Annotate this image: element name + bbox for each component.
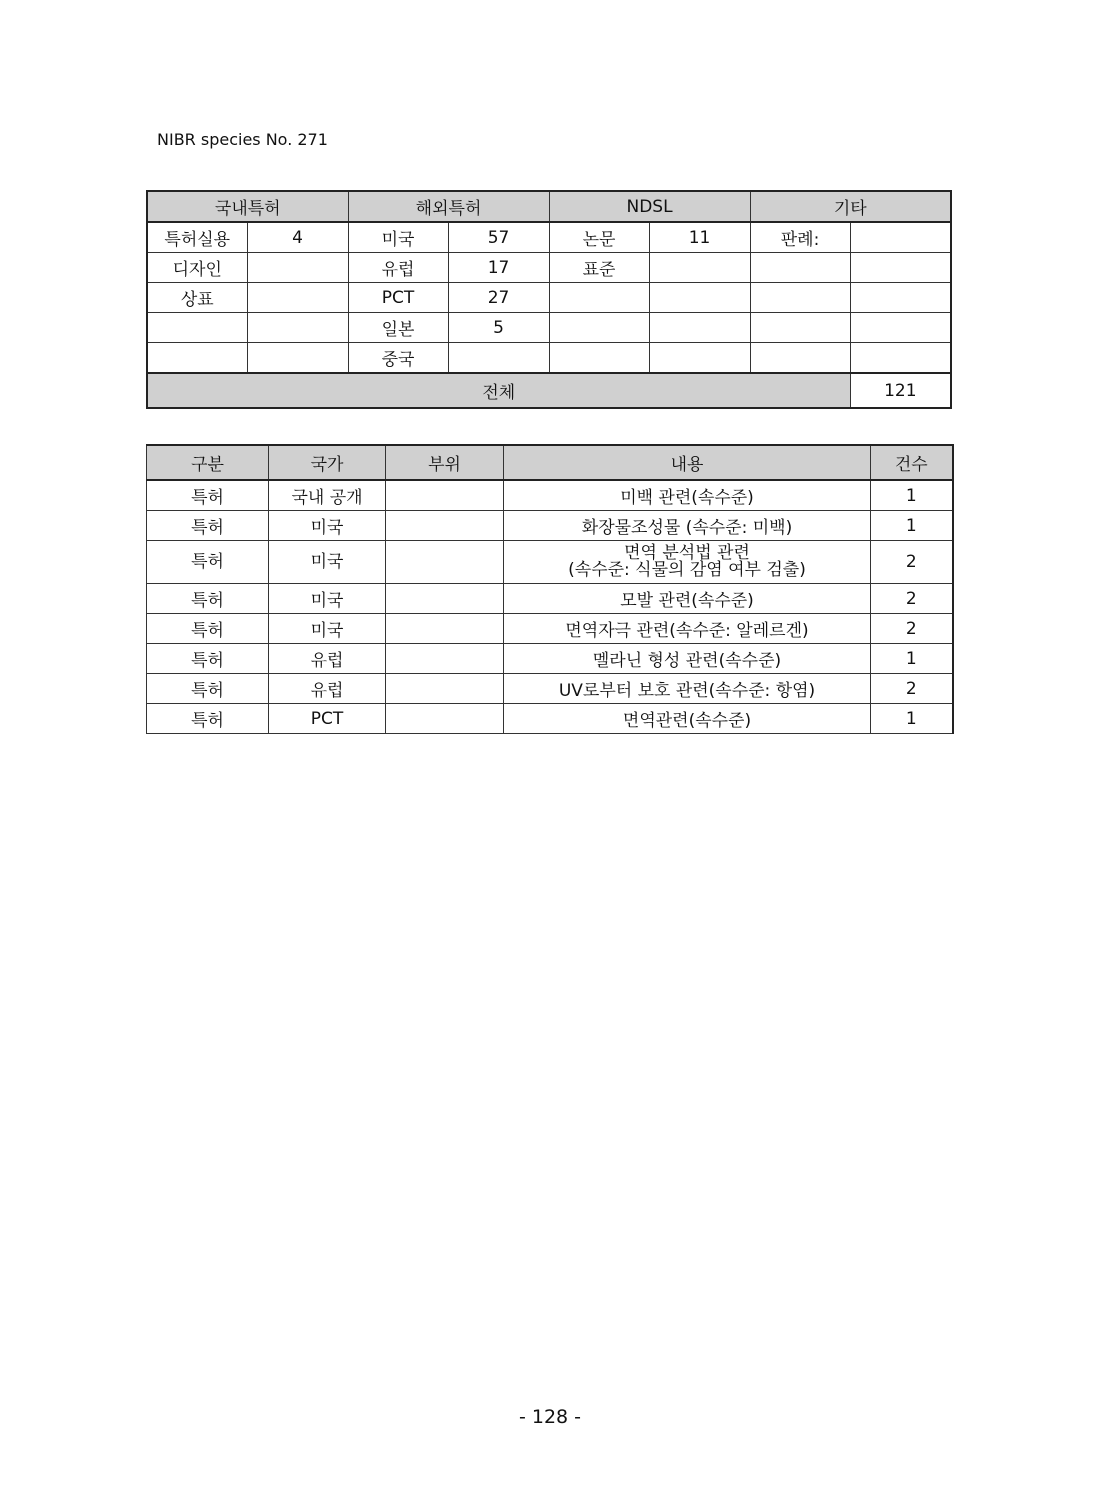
cell: 디자인 bbox=[147, 253, 247, 283]
cell bbox=[549, 343, 649, 374]
cell bbox=[649, 313, 750, 343]
row-content: 모발 관련(속수준) bbox=[504, 584, 871, 614]
row-content: 면역자극 관련(속수준: 알레르겐) bbox=[504, 614, 871, 644]
cell: 판례: bbox=[750, 222, 850, 253]
cell bbox=[549, 313, 649, 343]
detail-header-row bbox=[147, 445, 953, 480]
cell bbox=[649, 283, 750, 313]
row-count: 1 bbox=[871, 480, 953, 511]
row-content bbox=[504, 541, 871, 584]
cell: 4 bbox=[247, 222, 348, 253]
cell bbox=[549, 283, 649, 313]
row-content: UV로부터 보호 관련(속수준: 항염) bbox=[504, 674, 871, 704]
cell: 특허실용 bbox=[147, 222, 247, 253]
row-type: 특허 bbox=[147, 584, 269, 614]
cell: 중국 bbox=[348, 343, 448, 374]
row-count: 2 bbox=[871, 541, 953, 584]
table-row bbox=[147, 584, 953, 614]
table-row bbox=[147, 511, 953, 541]
total-value: 121 bbox=[850, 373, 951, 408]
row-type: 특허 bbox=[147, 704, 269, 734]
header-country: 국가 bbox=[269, 445, 386, 480]
row-content: 화장물조성물 (속수준: 미백) bbox=[504, 511, 871, 541]
total-label: 전체 bbox=[147, 373, 850, 408]
cell: 논문 bbox=[549, 222, 649, 253]
summary-header-row bbox=[147, 191, 951, 222]
table-row bbox=[147, 704, 953, 734]
header-count: 건수 bbox=[871, 445, 953, 480]
row-content-line2: (속수준: 식물의 감염 여부 검출) bbox=[568, 560, 806, 580]
summary-row bbox=[147, 253, 951, 283]
cell bbox=[147, 343, 247, 374]
cell: 미국 bbox=[348, 222, 448, 253]
cell: 유럽 bbox=[348, 253, 448, 283]
row-country: 국내 공개 bbox=[269, 480, 386, 511]
row-part bbox=[386, 704, 504, 734]
row-type: 특허 bbox=[147, 480, 269, 511]
cell bbox=[247, 343, 348, 374]
cell bbox=[247, 253, 348, 283]
row-country: 유럽 bbox=[269, 644, 386, 674]
row-country: 미국 bbox=[269, 541, 386, 584]
row-count: 2 bbox=[871, 674, 953, 704]
summary-total-row bbox=[147, 373, 951, 408]
row-content: 면역관련(속수준) bbox=[504, 704, 871, 734]
row-part bbox=[386, 480, 504, 511]
row-content-line1: 면역 분석법 관련 bbox=[624, 543, 750, 563]
page-number: - 128 - bbox=[518, 1406, 582, 1428]
row-country: PCT bbox=[269, 704, 386, 734]
header-other: 기타 bbox=[750, 191, 951, 222]
cell: 27 bbox=[448, 283, 549, 313]
cell bbox=[247, 313, 348, 343]
row-part bbox=[386, 644, 504, 674]
row-type: 특허 bbox=[147, 541, 269, 584]
cell: 상표 bbox=[147, 283, 247, 313]
cell bbox=[247, 283, 348, 313]
table-row bbox=[147, 644, 953, 674]
cell bbox=[850, 253, 951, 283]
row-country: 미국 bbox=[269, 584, 386, 614]
cell bbox=[649, 343, 750, 374]
summary-row bbox=[147, 313, 951, 343]
header-overseas: 해외특허 bbox=[348, 191, 549, 222]
cell: 표준 bbox=[549, 253, 649, 283]
header-part: 부위 bbox=[386, 445, 504, 480]
header-type: 구분 bbox=[147, 445, 269, 480]
row-part bbox=[386, 541, 504, 584]
table-row bbox=[147, 541, 953, 584]
summary-row bbox=[147, 222, 951, 253]
cell bbox=[649, 253, 750, 283]
cell: 11 bbox=[649, 222, 750, 253]
cell bbox=[850, 222, 951, 253]
row-part bbox=[386, 584, 504, 614]
row-type: 특허 bbox=[147, 614, 269, 644]
row-content: 미백 관련(속수준) bbox=[504, 480, 871, 511]
row-type: 특허 bbox=[147, 674, 269, 704]
species-label: NIBR species No. 271 bbox=[157, 130, 328, 149]
row-count: 1 bbox=[871, 511, 953, 541]
row-count: 2 bbox=[871, 614, 953, 644]
summary-row bbox=[147, 283, 951, 313]
cell bbox=[147, 313, 247, 343]
header-content: 내용 bbox=[504, 445, 871, 480]
cell bbox=[750, 343, 850, 374]
cell bbox=[750, 283, 850, 313]
row-country: 미국 bbox=[269, 511, 386, 541]
row-part bbox=[386, 614, 504, 644]
row-country: 미국 bbox=[269, 614, 386, 644]
detail-table bbox=[146, 444, 954, 734]
header-domestic: 국내특허 bbox=[147, 191, 348, 222]
header-ndsl: NDSL bbox=[549, 191, 750, 222]
cell: 5 bbox=[448, 313, 549, 343]
row-country: 유럽 bbox=[269, 674, 386, 704]
cell: 일본 bbox=[348, 313, 448, 343]
row-type: 특허 bbox=[147, 644, 269, 674]
table-row bbox=[147, 614, 953, 644]
row-part bbox=[386, 511, 504, 541]
cell bbox=[750, 253, 850, 283]
row-count: 2 bbox=[871, 584, 953, 614]
cell: 17 bbox=[448, 253, 549, 283]
cell: PCT bbox=[348, 283, 448, 313]
cell: 57 bbox=[448, 222, 549, 253]
row-part bbox=[386, 674, 504, 704]
summary-table bbox=[146, 190, 952, 409]
table-row bbox=[147, 480, 953, 511]
table-row bbox=[147, 674, 953, 704]
row-count: 1 bbox=[871, 704, 953, 734]
row-count: 1 bbox=[871, 644, 953, 674]
cell bbox=[750, 313, 850, 343]
cell bbox=[850, 313, 951, 343]
cell bbox=[850, 343, 951, 374]
row-content: 멜라닌 형성 관련(속수준) bbox=[504, 644, 871, 674]
cell bbox=[850, 283, 951, 313]
row-type: 특허 bbox=[147, 511, 269, 541]
summary-row bbox=[147, 343, 951, 374]
cell bbox=[448, 343, 549, 374]
